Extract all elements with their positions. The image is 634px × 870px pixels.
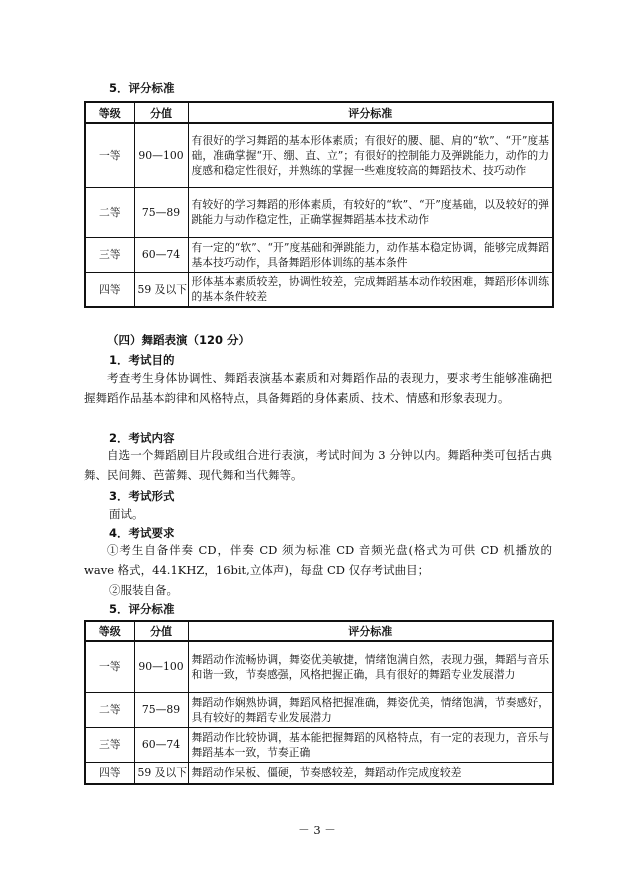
column-header-grade: 等级 (85, 102, 134, 123)
grade-cell: 三等 (85, 727, 134, 762)
requirement-item-cd: ①考生自备伴奏 CD，伴奏 CD 须为标准 CD 音频光盘(格式为可供 CD 机播放的 wave 格式，44.1KHZ，16bit,立体声)，每盘 CD 仅存考试曲目； (84, 543, 552, 577)
paragraph-format: 面试。 (109, 507, 144, 521)
score-cell: 60—74 (134, 727, 188, 762)
grade-cell: 三等 (85, 237, 134, 272)
criteria-cell: 有很好的学习舞蹈的基本形体素质；有很好的腰、腿、肩的“软”、“开”度基础，准确掌握“开、绷、直、立”；有很好的控制能力及弹跳能力，动作的力度感和稳定性很好，并熟练的掌握一些难度较高的舞蹈技术、技巧动作 (188, 123, 553, 187)
criteria-cell: 舞蹈动作呆板、僵硬，节奏感较差，舞蹈动作完成度较差 (188, 762, 553, 784)
grade-cell: 四等 (85, 762, 134, 784)
section-heading-scoring-performance: 5．评分标准 (109, 602, 175, 616)
part-title-dance-performance: （四）舞蹈表演（120 分） (107, 333, 251, 347)
table-row (85, 237, 553, 272)
requirement-item-costume: ②服装自备。 (109, 583, 178, 597)
score-cell: 90—100 (134, 123, 188, 187)
section-heading-format: 3．考试形式 (109, 489, 175, 503)
table-row (85, 762, 553, 784)
score-cell: 75—89 (134, 187, 188, 237)
grade-cell: 一等 (85, 641, 134, 692)
table-row (85, 641, 553, 692)
score-cell: 59 及以下 (134, 762, 188, 784)
table-row (85, 272, 553, 307)
column-header-grade: 等级 (85, 621, 134, 641)
criteria-cell: 形体基本素质较差，协调性较差，完成舞蹈基本动作较困难，舞蹈形体训练的基本条件较差 (188, 272, 553, 307)
grade-cell: 一等 (85, 123, 134, 187)
scoring-table-physique (84, 101, 554, 308)
column-header-criteria: 评分标准 (188, 621, 553, 641)
table-header-row (85, 621, 553, 641)
criteria-cell: 有较好的学习舞蹈的形体素质，有较好的“软”、“开”度基础，以及较好的弹跳能力与动作稳定性，正确掌握舞蹈基本技术动作 (188, 187, 553, 237)
score-cell: 75—89 (134, 692, 188, 727)
column-header-score: 分值 (134, 102, 188, 123)
page-number: － 3 － (298, 823, 336, 837)
section-heading-scoring: 5．评分标准 (109, 81, 175, 95)
criteria-cell: 有一定的“软”、“开”度基础和弹跳能力，动作基本稳定协调，能够完成舞蹈基本技巧动作，具备舞蹈形体训练的基本条件 (188, 237, 553, 272)
section-heading-content: 2．考试内容 (109, 431, 175, 445)
table-row (85, 692, 553, 727)
criteria-cell: 舞蹈动作娴熟协调，舞蹈风格把握准确，舞姿优美，情绪饱满，节奏感好，具有较好的舞蹈专业发展潜力 (188, 692, 553, 727)
score-cell: 90—100 (134, 641, 188, 692)
score-cell: 60—74 (134, 237, 188, 272)
criteria-cell: 舞蹈动作比较协调，基本能把握舞蹈的风格特点，有一定的表现力，音乐与舞蹈基本一致，节奏正确 (188, 727, 553, 762)
grade-cell: 二等 (85, 187, 134, 237)
table-row (85, 123, 553, 187)
grade-cell: 四等 (85, 272, 134, 307)
section-heading-requirements: 4．考试要求 (109, 526, 175, 540)
section-heading-purpose: 1．考试目的 (109, 353, 175, 367)
paragraph-purpose: 考查考生身体协调性、舞蹈表演基本素质和对舞蹈作品的表现力，要求考生能够准确把握舞蹈作品基本韵律和风格特点，具备舞蹈的身体素质、技术、情感和形象表现力。 (84, 371, 552, 405)
table-row (85, 727, 553, 762)
table-row (85, 187, 553, 237)
score-cell: 59 及以下 (134, 272, 188, 307)
paragraph-content: 自选一个舞蹈剧目片段或组合进行表演，考试时间为 3 分钟以内。舞蹈种类可包括古典舞、民间舞、芭蕾舞、现代舞和当代舞等。 (84, 448, 552, 482)
column-header-score: 分值 (134, 621, 188, 641)
criteria-cell: 舞蹈动作流畅协调，舞姿优美敏捷，情绪饱满自然，表现力强，舞蹈与音乐和谐一致，节奏感强，风格把握正确，具有很好的舞蹈专业发展潜力 (188, 641, 553, 692)
column-header-criteria: 评分标准 (188, 102, 553, 123)
grade-cell: 二等 (85, 692, 134, 727)
table-header-row (85, 102, 553, 123)
scoring-table-performance (84, 620, 554, 785)
